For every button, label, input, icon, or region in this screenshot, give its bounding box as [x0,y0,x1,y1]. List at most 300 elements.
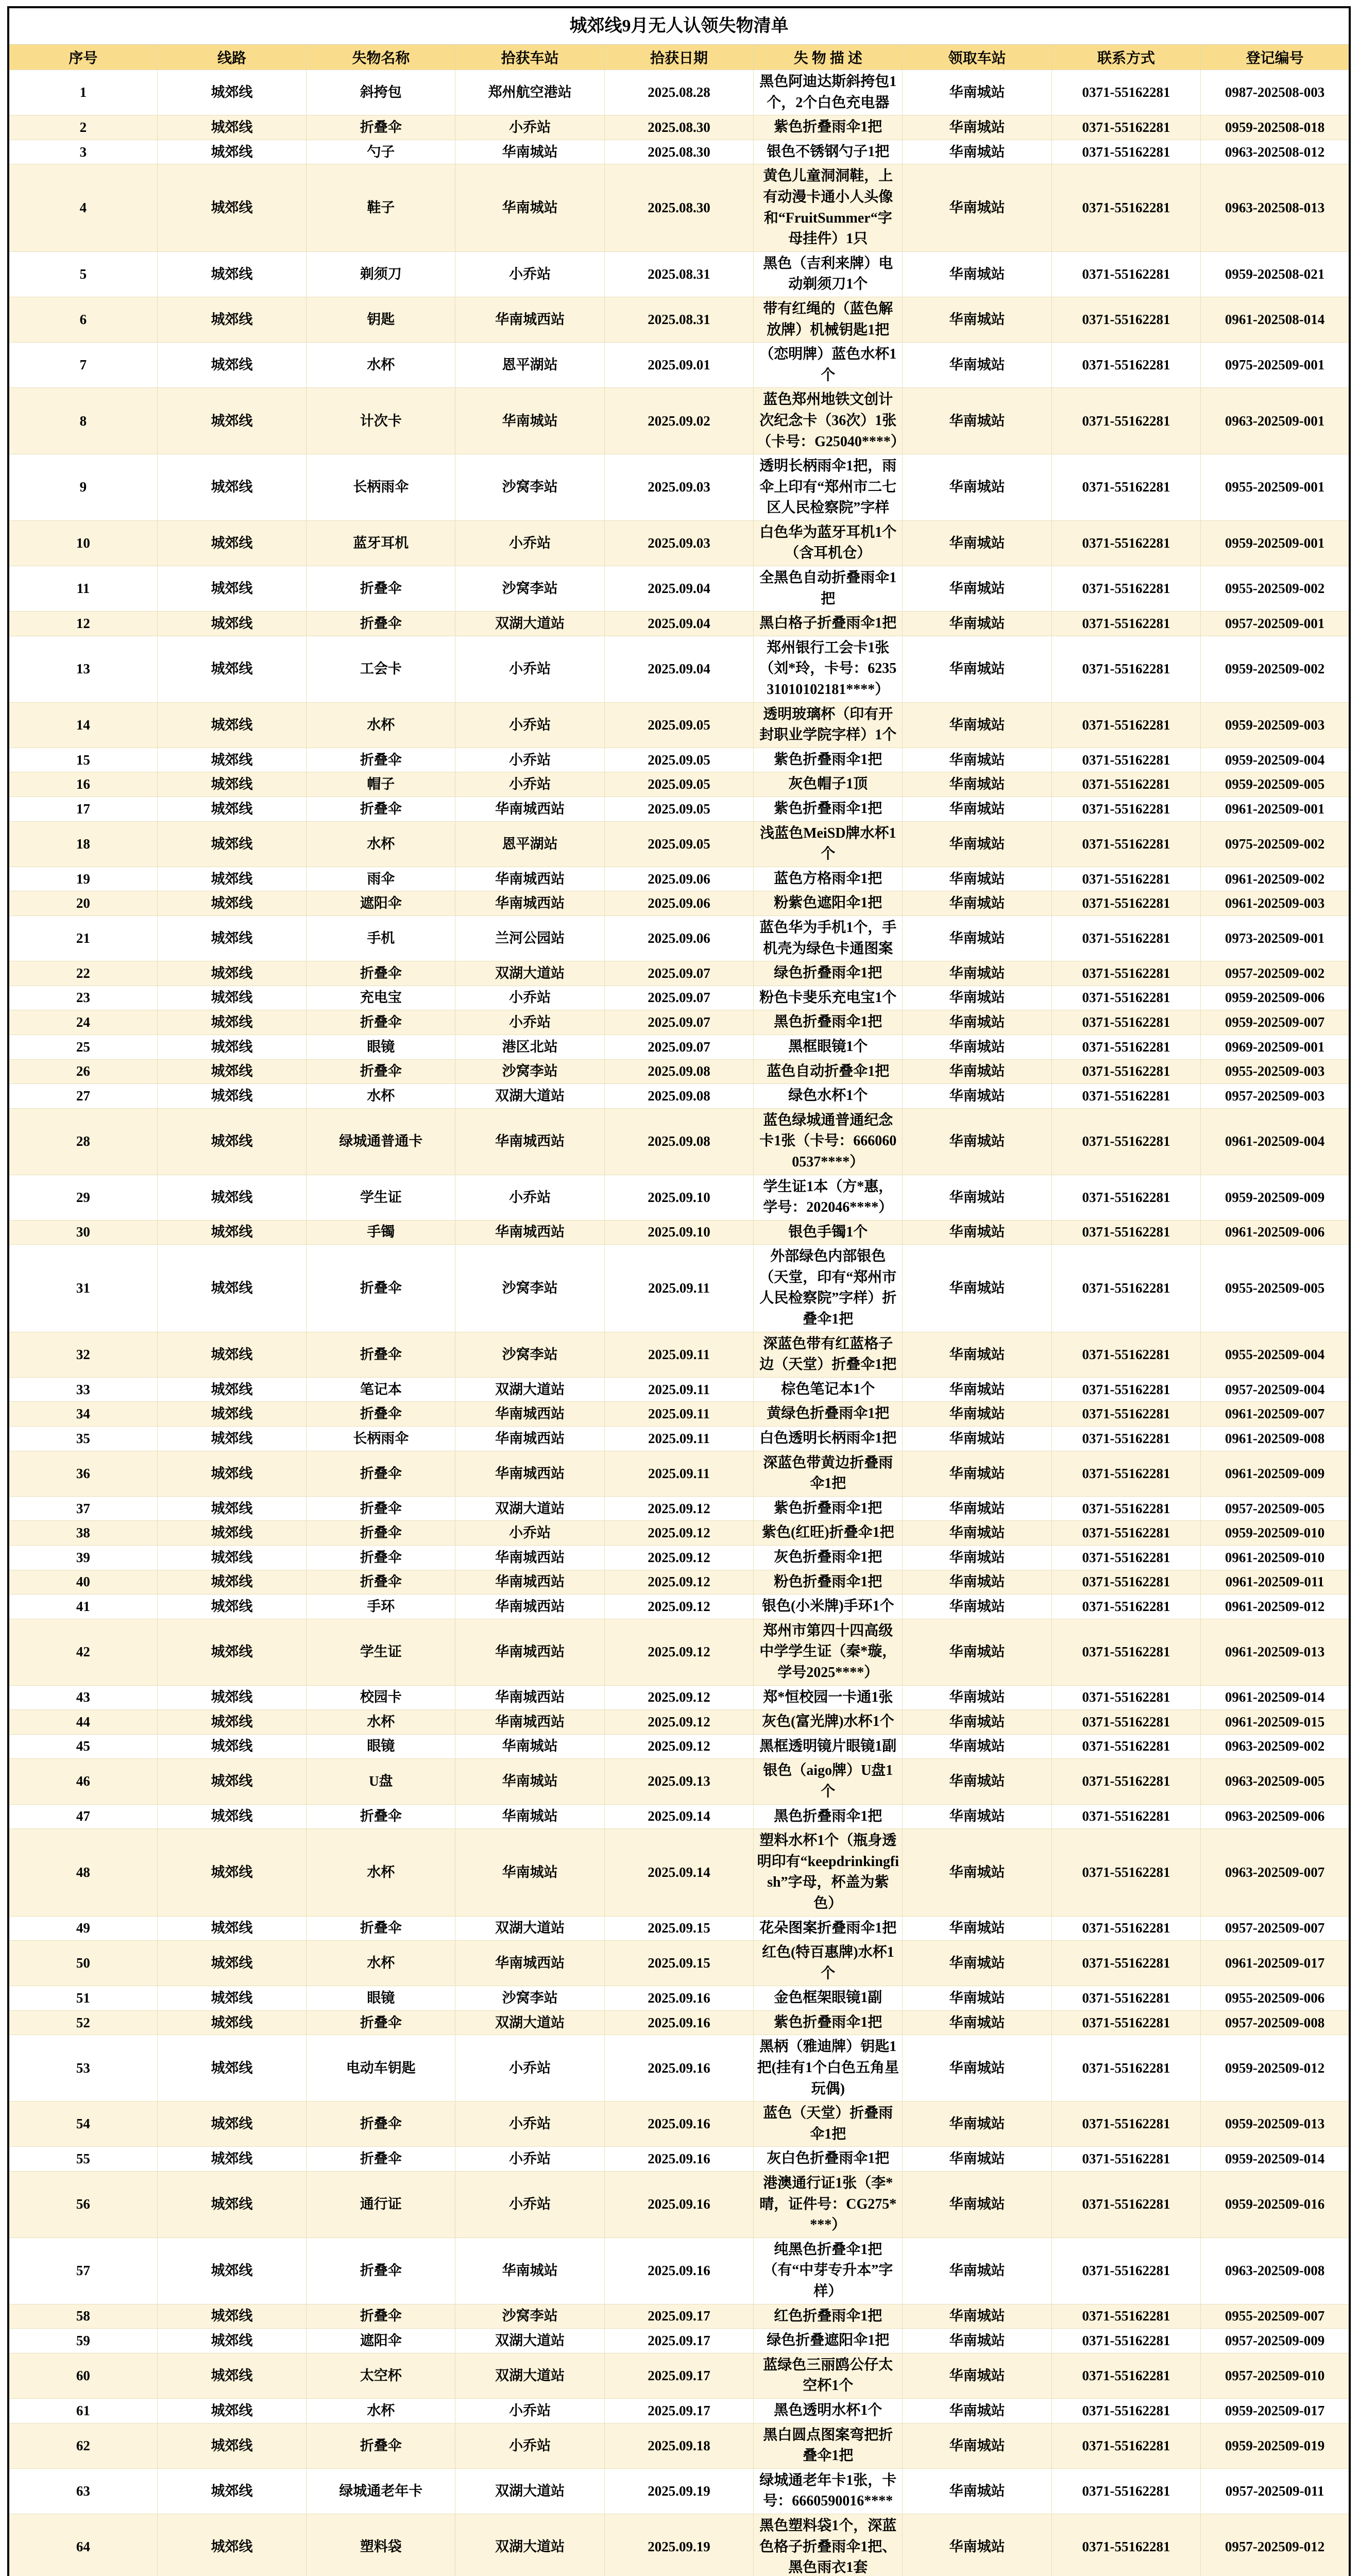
cell-description: 棕色笔记本1个 [754,1377,903,1402]
cell-item-name: 折叠伞 [307,1916,455,1941]
cell-pickup-station: 华南城站 [903,2035,1051,2102]
cell-found-date: 2025.09.06 [604,916,753,961]
cell-no: 9 [8,454,157,521]
cell-reg-no: 0961-202509-017 [1201,1941,1350,1986]
cell-found-station: 小乔站 [455,2147,604,2172]
cell-pickup-station: 华南城站 [903,1595,1051,1619]
cell-description: 银色不锈钢勺子1把 [754,140,903,164]
cell-item-name: 折叠伞 [307,748,455,772]
cell-item-name: 水杯 [307,1829,455,1916]
cell-found-station: 港区北站 [455,1035,604,1059]
table-row [8,2102,1350,2147]
cell-item-name: 折叠伞 [307,2304,455,2329]
cell-item-name: 折叠伞 [307,1804,455,1829]
cell-found-date: 2025.09.18 [604,2423,753,2468]
cell-no: 4 [8,164,157,251]
cell-pickup-station: 华南城站 [903,70,1051,115]
table-row [8,1710,1350,1735]
table-row [8,1175,1350,1220]
cell-reg-no: 0959-202509-007 [1201,1010,1350,1035]
cell-contact: 0371-55162281 [1051,1035,1200,1059]
cell-item-name: 通行证 [307,2172,455,2238]
cell-pickup-station: 华南城站 [903,986,1051,1010]
cell-found-station: 小乔站 [455,636,604,702]
cell-line: 城郊线 [157,1804,306,1829]
table-row [8,1059,1350,1084]
cell-line: 城郊线 [157,520,306,566]
cell-found-date: 2025.09.11 [604,1427,753,1451]
cell-item-name: 鞋子 [307,164,455,251]
cell-description: 蓝绿色三丽鸥公仔太空杯1个 [754,2353,903,2398]
cell-pickup-station: 华南城站 [903,1220,1051,1245]
table-row [8,2398,1350,2423]
cell-contact: 0371-55162281 [1051,1108,1200,1175]
cell-no: 62 [8,2423,157,2468]
cell-found-date: 2025.08.31 [604,251,753,297]
cell-pickup-station: 华南城站 [903,1570,1051,1595]
cell-no: 47 [8,1804,157,1829]
column-header-found-station: 拾获车站 [455,45,604,70]
cell-no: 8 [8,388,157,454]
cell-found-station: 双湖大道站 [455,961,604,986]
cell-no: 45 [8,1734,157,1759]
cell-contact: 0371-55162281 [1051,867,1200,891]
cell-found-date: 2025.09.08 [604,1059,753,1084]
cell-reg-no: 0963-202509-007 [1201,1829,1350,1916]
table-row [8,70,1350,115]
cell-reg-no: 0963-202509-008 [1201,2238,1350,2304]
cell-description: 灰色(富光牌)水杯1个 [754,1710,903,1735]
cell-item-name: 长柄雨伞 [307,454,455,521]
cell-found-station: 小乔站 [455,2398,604,2423]
cell-contact: 0371-55162281 [1051,748,1200,772]
cell-no: 36 [8,1451,157,1496]
cell-found-station: 双湖大道站 [455,1496,604,1521]
cell-no: 51 [8,1986,157,2011]
cell-contact: 0371-55162281 [1051,2010,1200,2035]
cell-item-name: 工会卡 [307,636,455,702]
cell-found-date: 2025.08.31 [604,297,753,342]
cell-no: 39 [8,1546,157,1570]
cell-description: 灰色帽子1顶 [754,772,903,797]
cell-description: 蓝色（天堂）折叠雨伞1把 [754,2102,903,2147]
cell-no: 6 [8,297,157,342]
cell-pickup-station: 华南城站 [903,1402,1051,1427]
cell-reg-no: 0959-202509-012 [1201,2035,1350,2102]
cell-reg-no: 0963-202508-013 [1201,164,1350,251]
cell-found-station: 华南城西站 [455,1108,604,1175]
cell-reg-no: 0975-202509-002 [1201,821,1350,867]
table-row [8,1035,1350,1059]
cell-pickup-station: 华南城站 [903,612,1051,636]
cell-item-name: 水杯 [307,821,455,867]
cell-line: 城郊线 [157,797,306,822]
cell-pickup-station: 华南城站 [903,2423,1051,2468]
table-row [8,251,1350,297]
cell-line: 城郊线 [157,1059,306,1084]
cell-no: 50 [8,1941,157,1986]
cell-found-date: 2025.09.05 [604,748,753,772]
cell-line: 城郊线 [157,986,306,1010]
cell-line: 城郊线 [157,748,306,772]
cell-pickup-station: 华南城站 [903,2147,1051,2172]
cell-found-station: 小乔站 [455,2172,604,2238]
cell-found-date: 2025.09.07 [604,961,753,986]
cell-contact: 0371-55162281 [1051,1941,1200,1986]
cell-found-station: 恩平湖站 [455,343,604,388]
cell-description: 黑白格子折叠雨伞1把 [754,612,903,636]
cell-description: 黄绿色折叠雨伞1把 [754,1402,903,1427]
cell-found-date: 2025.09.10 [604,1220,753,1245]
cell-description: 黑色阿迪达斯斜挎包1个，2个白色充电器 [754,70,903,115]
cell-item-name: 水杯 [307,1941,455,1986]
cell-no: 21 [8,916,157,961]
table-row [8,1941,1350,1986]
cell-reg-no: 0957-202509-012 [1201,2514,1350,2576]
cell-reg-no: 0957-202509-002 [1201,961,1350,986]
cell-contact: 0371-55162281 [1051,797,1200,822]
cell-item-name: 雨伞 [307,867,455,891]
cell-line: 城郊线 [157,867,306,891]
table-row [8,2514,1350,2576]
cell-reg-no: 0957-202509-005 [1201,1496,1350,1521]
cell-item-name: 折叠伞 [307,566,455,612]
cell-reg-no: 0957-202509-011 [1201,2468,1350,2514]
table-row [8,2010,1350,2035]
cell-reg-no: 0963-202508-012 [1201,140,1350,164]
cell-line: 城郊线 [157,1619,306,1685]
cell-description: 银色(小米牌)手环1个 [754,1595,903,1619]
table-row [8,1685,1350,1710]
cell-item-name: 折叠伞 [307,1570,455,1595]
cell-reg-no: 0961-202509-006 [1201,1220,1350,1245]
cell-no: 19 [8,867,157,891]
cell-description: 紫色(红旺)折叠伞1把 [754,1521,903,1546]
cell-line: 城郊线 [157,2329,306,2353]
cell-description: 蓝色方格雨伞1把 [754,867,903,891]
table-row [8,1332,1350,1377]
cell-description: 黑框透明镜片眼镜1副 [754,1734,903,1759]
table-row [8,1496,1350,1521]
cell-pickup-station: 华南城站 [903,1759,1051,1804]
cell-contact: 0371-55162281 [1051,343,1200,388]
cell-description: 紫色折叠雨伞1把 [754,1496,903,1521]
cell-found-station: 双湖大道站 [455,1377,604,1402]
cell-line: 城郊线 [157,2468,306,2514]
cell-pickup-station: 华南城站 [903,1035,1051,1059]
table-row [8,797,1350,822]
column-header-contact: 联系方式 [1051,45,1200,70]
cell-found-date: 2025.09.03 [604,454,753,521]
cell-item-name: 折叠伞 [307,1245,455,1332]
cell-item-name: 折叠伞 [307,797,455,822]
cell-item-name: 折叠伞 [307,1010,455,1035]
cell-found-date: 2025.09.16 [604,2147,753,2172]
table-row [8,1220,1350,1245]
cell-reg-no: 0961-202509-014 [1201,1685,1350,1710]
cell-line: 城郊线 [157,2304,306,2329]
cell-found-station: 沙窝李站 [455,2304,604,2329]
cell-no: 16 [8,772,157,797]
cell-line: 城郊线 [157,891,306,916]
cell-no: 56 [8,2172,157,2238]
cell-no: 59 [8,2329,157,2353]
cell-found-station: 双湖大道站 [455,2353,604,2398]
cell-item-name: 计次卡 [307,388,455,454]
cell-no: 28 [8,1108,157,1175]
table-row [8,961,1350,986]
cell-found-date: 2025.09.06 [604,891,753,916]
cell-item-name: 太空杯 [307,2353,455,2398]
cell-line: 城郊线 [157,961,306,986]
cell-reg-no: 0955-202509-004 [1201,1332,1350,1377]
cell-no: 64 [8,2514,157,2576]
table-row [8,1619,1350,1685]
cell-item-name: 蓝牙耳机 [307,520,455,566]
cell-found-station: 华南城站 [455,1734,604,1759]
cell-description: 蓝色自动折叠伞1把 [754,1059,903,1084]
cell-line: 城郊线 [157,1546,306,1570]
cell-item-name: 学生证 [307,1619,455,1685]
cell-description: （恋明牌）蓝色水杯1个 [754,343,903,388]
cell-line: 城郊线 [157,1084,306,1109]
cell-description: 透明玻璃杯（印有开封职业学院字样）1个 [754,702,903,748]
table-row [8,164,1350,251]
cell-item-name: U盘 [307,1759,455,1804]
cell-item-name: 水杯 [307,343,455,388]
cell-found-station: 双湖大道站 [455,612,604,636]
cell-found-date: 2025.09.12 [604,1521,753,1546]
cell-reg-no: 0957-202509-003 [1201,1084,1350,1109]
cell-found-date: 2025.09.13 [604,1759,753,1804]
cell-line: 城郊线 [157,1759,306,1804]
cell-description: 黑色透明水杯1个 [754,2398,903,2423]
cell-found-date: 2025.09.05 [604,797,753,822]
table-row [8,702,1350,748]
cell-found-station: 华南城站 [455,1804,604,1829]
cell-line: 城郊线 [157,1427,306,1451]
cell-pickup-station: 华南城站 [903,1685,1051,1710]
cell-item-name: 折叠伞 [307,1059,455,1084]
cell-found-date: 2025.09.11 [604,1332,753,1377]
cell-description: 全黑色自动折叠雨伞1把 [754,566,903,612]
cell-found-station: 沙窝李站 [455,1986,604,2011]
cell-description: 花朵图案折叠雨伞1把 [754,1916,903,1941]
cell-found-station: 华南城西站 [455,1220,604,1245]
cell-line: 城郊线 [157,1108,306,1175]
cell-found-station: 华南城站 [455,1829,604,1916]
cell-reg-no: 0961-202509-011 [1201,1570,1350,1595]
cell-line: 城郊线 [157,251,306,297]
cell-no: 35 [8,1427,157,1451]
cell-found-station: 华南城西站 [455,1619,604,1685]
cell-pickup-station: 华南城站 [903,916,1051,961]
table-row [8,2304,1350,2329]
cell-description: 郑州市第四十四高级中学学生证（秦*璇，学号2025****） [754,1619,903,1685]
cell-line: 城郊线 [157,1496,306,1521]
cell-line: 城郊线 [157,1175,306,1220]
cell-line: 城郊线 [157,2010,306,2035]
cell-no: 32 [8,1332,157,1377]
cell-found-station: 华南城站 [455,1759,604,1804]
cell-contact: 0371-55162281 [1051,1010,1200,1035]
cell-line: 城郊线 [157,2172,306,2238]
cell-line: 城郊线 [157,1734,306,1759]
cell-description: 蓝色郑州地铁文创计次纪念卡（36次）1张（卡号：G25040****） [754,388,903,454]
cell-contact: 0371-55162281 [1051,297,1200,342]
column-header-found-date: 拾获日期 [604,45,753,70]
cell-description: 红色折叠雨伞1把 [754,2304,903,2329]
cell-reg-no: 0963-202509-005 [1201,1759,1350,1804]
cell-line: 城郊线 [157,636,306,702]
cell-description: 深蓝色带黄边折叠雨伞1把 [754,1451,903,1496]
cell-contact: 0371-55162281 [1051,1734,1200,1759]
cell-line: 城郊线 [157,1402,306,1427]
cell-description: 黑白圆点图案弯把折叠伞1把 [754,2423,903,2468]
cell-found-date: 2025.09.11 [604,1402,753,1427]
cell-found-date: 2025.08.30 [604,140,753,164]
cell-reg-no: 0959-202509-002 [1201,636,1350,702]
cell-no: 12 [8,612,157,636]
cell-pickup-station: 华南城站 [903,772,1051,797]
cell-pickup-station: 华南城站 [903,797,1051,822]
cell-item-name: 眼镜 [307,1986,455,2011]
cell-reg-no: 0961-202509-012 [1201,1595,1350,1619]
cell-found-date: 2025.09.17 [604,2353,753,2398]
cell-description: 外部绿色内部银色（天堂，印有“郑州市人民检察院”字样）折叠伞1把 [754,1245,903,1332]
cell-line: 城郊线 [157,388,306,454]
cell-item-name: 遮阳伞 [307,891,455,916]
cell-found-date: 2025.09.15 [604,1941,753,1986]
cell-contact: 0371-55162281 [1051,702,1200,748]
table-row [8,1402,1350,1427]
cell-found-date: 2025.09.17 [604,2398,753,2423]
cell-no: 23 [8,986,157,1010]
cell-reg-no: 0959-202509-006 [1201,986,1350,1010]
cell-line: 城郊线 [157,2238,306,2304]
cell-contact: 0371-55162281 [1051,2329,1200,2353]
cell-found-station: 华南城西站 [455,297,604,342]
cell-line: 城郊线 [157,1035,306,1059]
cell-reg-no: 0955-202509-007 [1201,2304,1350,2329]
cell-found-station: 小乔站 [455,2102,604,2147]
cell-line: 城郊线 [157,1710,306,1735]
cell-found-station: 华南城西站 [455,891,604,916]
cell-line: 城郊线 [157,70,306,115]
cell-pickup-station: 华南城站 [903,891,1051,916]
cell-item-name: 折叠伞 [307,2102,455,2147]
cell-pickup-station: 华南城站 [903,164,1051,251]
cell-line: 城郊线 [157,1570,306,1595]
cell-reg-no: 0959-202509-004 [1201,748,1350,772]
cell-no: 33 [8,1377,157,1402]
cell-reg-no: 0961-202509-013 [1201,1619,1350,1685]
cell-found-date: 2025.09.16 [604,2102,753,2147]
cell-found-station: 双湖大道站 [455,2514,604,2576]
cell-reg-no: 0955-202509-003 [1201,1059,1350,1084]
cell-item-name: 折叠伞 [307,1521,455,1546]
cell-pickup-station: 华南城站 [903,1986,1051,2011]
cell-item-name: 塑料袋 [307,2514,455,2576]
cell-contact: 0371-55162281 [1051,1804,1200,1829]
cell-item-name: 水杯 [307,702,455,748]
cell-pickup-station: 华南城站 [903,388,1051,454]
cell-pickup-station: 华南城站 [903,702,1051,748]
cell-pickup-station: 华南城站 [903,2329,1051,2353]
table-row [8,115,1350,140]
cell-found-date: 2025.09.05 [604,772,753,797]
cell-reg-no: 0961-202509-007 [1201,1402,1350,1427]
cell-found-date: 2025.09.05 [604,702,753,748]
cell-found-station: 华南城西站 [455,1427,604,1451]
cell-found-date: 2025.09.08 [604,1108,753,1175]
table-row [8,2238,1350,2304]
cell-no: 61 [8,2398,157,2423]
cell-description: 银色手镯1个 [754,1220,903,1245]
cell-contact: 0371-55162281 [1051,1916,1200,1941]
cell-found-date: 2025.09.11 [604,1377,753,1402]
cell-found-date: 2025.08.30 [604,115,753,140]
table-row [8,297,1350,342]
cell-pickup-station: 华南城站 [903,454,1051,521]
cell-line: 城郊线 [157,2035,306,2102]
cell-found-station: 郑州航空港站 [455,70,604,115]
cell-contact: 0371-55162281 [1051,1829,1200,1916]
cell-contact: 0371-55162281 [1051,1059,1200,1084]
cell-found-date: 2025.09.19 [604,2514,753,2576]
cell-found-station: 华南城西站 [455,797,604,822]
cell-found-date: 2025.09.16 [604,2035,753,2102]
table-row [8,2329,1350,2353]
cell-reg-no: 0961-202509-002 [1201,867,1350,891]
cell-found-station: 华南城站 [455,164,604,251]
cell-pickup-station: 华南城站 [903,2468,1051,2514]
cell-line: 城郊线 [157,1377,306,1402]
cell-reg-no: 0963-202509-002 [1201,1734,1350,1759]
cell-pickup-station: 华南城站 [903,1734,1051,1759]
cell-found-date: 2025.09.03 [604,520,753,566]
cell-no: 40 [8,1570,157,1595]
cell-found-date: 2025.09.16 [604,2172,753,2238]
cell-contact: 0371-55162281 [1051,891,1200,916]
cell-description: 郑*恒校园一卡通1张 [754,1685,903,1710]
cell-item-name: 绿城通普通卡 [307,1108,455,1175]
cell-line: 城郊线 [157,2102,306,2147]
table-row [8,1804,1350,1829]
cell-line: 城郊线 [157,772,306,797]
cell-found-date: 2025.09.12 [604,1685,753,1710]
cell-contact: 0371-55162281 [1051,140,1200,164]
cell-no: 46 [8,1759,157,1804]
cell-no: 18 [8,821,157,867]
cell-pickup-station: 华南城站 [903,1084,1051,1109]
cell-found-station: 双湖大道站 [455,1916,604,1941]
cell-description: 蓝色绿城通普通纪念卡1张（卡号：6660600537****） [754,1108,903,1175]
cell-no: 7 [8,343,157,388]
cell-found-date: 2025.09.04 [604,612,753,636]
table-row [8,1546,1350,1570]
cell-no: 60 [8,2353,157,2398]
cell-no: 24 [8,1010,157,1035]
column-header-item-name: 失物名称 [307,45,455,70]
cell-reg-no: 0963-202509-001 [1201,388,1350,454]
cell-item-name: 笔记本 [307,1377,455,1402]
cell-pickup-station: 华南城站 [903,2172,1051,2238]
cell-found-station: 双湖大道站 [455,2329,604,2353]
cell-no: 55 [8,2147,157,2172]
cell-found-station: 小乔站 [455,1175,604,1220]
cell-contact: 0371-55162281 [1051,1570,1200,1595]
